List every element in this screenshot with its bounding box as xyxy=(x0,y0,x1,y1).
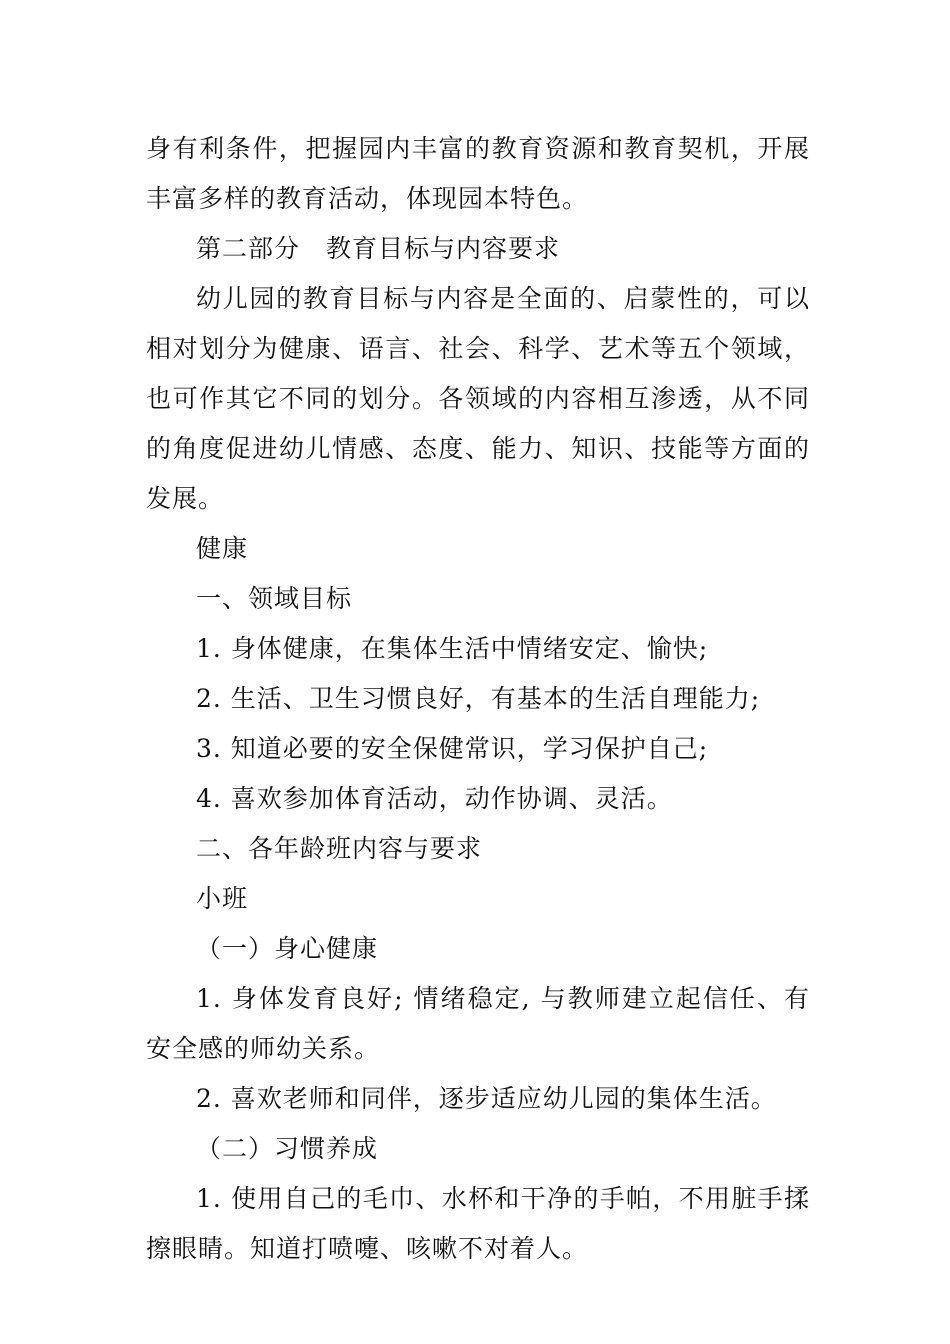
subsection-heading-habits: （二）习惯养成 xyxy=(196,1134,379,1163)
subheading-age-content: 二、各年龄班内容与要求 xyxy=(196,834,483,863)
domain-heading-health: 健康 xyxy=(196,534,249,563)
habit-item-1: 1. 使用自己的毛巾、水杯和干净的手帕，不用脏手揉擦眼睛。知道打喷嚏、咳嗽不对着人。 xyxy=(146,1184,810,1263)
section-heading-part-two: 第二部分 教育目标与内容要求 xyxy=(196,234,561,263)
goal-item-2: 2. 生活、卫生习惯良好，有基本的生活自理能力; xyxy=(196,684,761,713)
goal-item-4: 4. 喜欢参加体育活动，动作协调、灵活。 xyxy=(196,784,673,813)
content-item-2: 2. 喜欢老师和同伴，逐步适应幼儿园的集体生活。 xyxy=(196,1084,777,1113)
paragraph-continuation: 身有利条件，把握园内丰富的教育资源和教育契机，开展丰富多样的教育活动，体现园本特色。 xyxy=(146,134,810,213)
subheading-domain-goals: 一、领域目标 xyxy=(196,584,353,613)
content-item-1: 1. 身体发育良好; 情绪稳定, 与教师建立起信任、有安全感的师幼关系。 xyxy=(146,984,810,1063)
goal-item-3: 3. 知道必要的安全保健常识，学习保护自己; xyxy=(196,734,709,763)
paragraph-overview: 幼儿园的教育目标与内容是全面的、启蒙性的，可以相对划分为健康、语言、社会、科学、艺术等五个领域，也可作其它不同的划分。各领域的内容相互渗透，从不同的角度促进幼儿情感、态度、能力、知识、技能等方面的发展。 xyxy=(146,284,810,513)
subsection-heading-mind-body: （一）身心健康 xyxy=(196,934,379,963)
goal-item-1: 1. 身体健康，在集体生活中情绪安定、愉快; xyxy=(196,634,709,663)
class-heading-junior: 小班 xyxy=(196,884,249,913)
document-body xyxy=(146,124,810,1274)
